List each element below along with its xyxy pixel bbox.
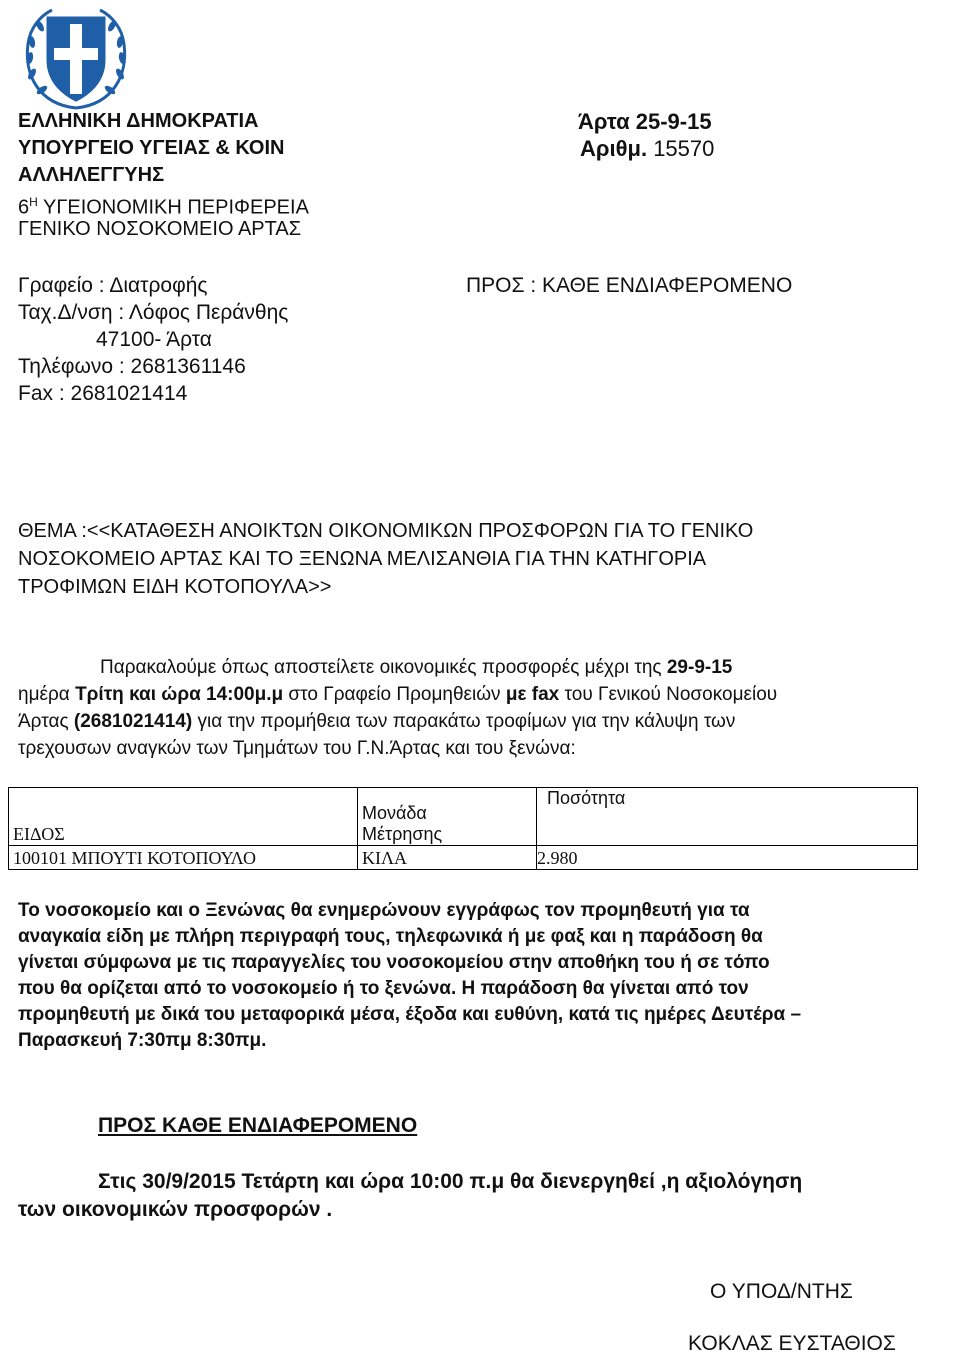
item-unit: ΚΙΛΑ xyxy=(358,846,537,870)
items-table xyxy=(8,787,918,870)
postal-code: 47100- Άρτα xyxy=(96,328,212,351)
ministry-name-cont: ΑΛΛΗΛΕΓΓΥΗΣ xyxy=(18,164,165,186)
recipient: ΠΡΟΣ : ΚΑΘΕ ΕΝΔΙΑΦΕΡΟΜΕΝΟ xyxy=(466,274,793,297)
request-line-3: Άρτας (2681021414) για την προμήθεια των παρακάτω τροφίμων για την κάλυψη των xyxy=(18,711,736,732)
request-line-2: ημέρα Τρίτη και ώρα 14:00μ.μ στο Γραφείο Προμηθειών με fax του Γενικού Νοσοκομείου xyxy=(18,684,778,705)
phone: Τηλέφωνο : 2681361146 xyxy=(18,355,246,378)
postal-address: Ταχ.Δ/νση : Λόφος Περάνθης xyxy=(18,301,289,324)
notice-line-1: Στις 30/9/2015 Τετάρτη και ώρα 10:00 π.μ θα διενεργηθεί ,η αξιολόγηση xyxy=(98,1170,803,1193)
notice-heading: ΠΡΟΣ ΚΑΘΕ ΕΝΔΙΑΦΕΡΟΜΕΝΟ xyxy=(98,1114,418,1137)
office: Γραφείο : Διατροφής xyxy=(18,274,208,297)
column-header-quantity: Ποσότητα xyxy=(537,788,918,846)
item-description: 100101 ΜΠΟΥΤΙ ΚΟΤΟΠΟΥΛΟ xyxy=(9,846,358,870)
table-row xyxy=(9,846,918,870)
signatory-name: ΚΟΚΛΑΣ ΕΥΣΤΑΘΙΟΣ xyxy=(688,1332,896,1355)
request-line-4: τρεχουσων αναγκών των Τμημάτων του Γ.Ν.Άρτας και του ξενώνα: xyxy=(18,738,576,759)
state-name: ΕΛΛΗΝΙΚΗ ΔΗΜΟΚΡΑΤΙΑ xyxy=(18,110,259,132)
subject-line-2: ΝΟΣΟΚΟΜΕΙΟ ΑΡΤΑΣ ΚΑΙ ΤΟ ΞΕΝΩΝΑ ΜΕΛΙΣΑΝΘΙΑ ΓΙΑ ΤΗΝ ΚΑΤΗΓΟΡΙΑ xyxy=(18,548,707,570)
request-line-1: Παρακαλούμε όπως αποστείλετε οικονομικές προσφορές μέχρι της 29-9-15 xyxy=(100,657,733,678)
terms-line-1: Το νοσοκομείο και ο Ξενώνας θα ενημερώνουν εγγράφως τον προμηθευτή για τα xyxy=(18,900,750,921)
notice-line-2: των οικονομικών προσφορών . xyxy=(18,1198,333,1221)
fax: Fax : 2681021414 xyxy=(18,382,188,405)
terms-line-5: προμηθευτή με δικά του μεταφορικά μέσα, έξοδα και ευθύνη, κατά τις ημέρες Δευτέρα – xyxy=(18,1004,802,1025)
terms-line-3: γίνεται σύμφωνα με τις παραγγελίες του νοσοκομείου στην αποθήκη του ή σε τόπο xyxy=(18,952,770,973)
item-quantity: 2.980 xyxy=(537,846,918,870)
column-header-unit: Μονάδα Μέτρησης xyxy=(358,788,537,846)
terms-line-2: αναγκαία είδη με πλήρη περιγραφή τους, τηλεφωνικά ή με φαξ και η παράδοση θα xyxy=(18,926,763,947)
terms-line-4: που θα ορίζεται από το νοσοκομείο ή το ξενώνα. Η παράδοση θα γίνεται από τον xyxy=(18,978,749,999)
subject-line-3: ΤΡΟΦΙΜΩΝ ΕΙΔΗ ΚΟΤΟΠΟΥΛΑ>> xyxy=(18,576,332,598)
subject-line-1: ΘΕΜΑ :<<ΚΑΤΑΘΕΣΗ ΑΝΟΙΚΤΩΝ ΟΙΚΟΝΟΜΙΚΩΝ ΠΡΟΣΦΟΡΩΝ ΓΙΑ ΤΟ ΓΕΝΙΚΟ xyxy=(18,520,754,542)
coat-of-arms-icon xyxy=(18,4,134,112)
ministry-name: ΥΠΟΥΡΓΕΙΟ ΥΓΕΙΑΣ & ΚΟΙΝ xyxy=(18,137,285,159)
signatory-title: Ο ΥΠΟΔ/ΝΤΗΣ xyxy=(710,1280,853,1303)
reference-number: Αριθμ. 15570 xyxy=(580,136,715,161)
health-region: $6^H$ ΥΓΕΙΟΝΟΜΙΚΗ ΠΕΡΙΦΕΡΕΙΑ xyxy=(18,195,309,219)
column-header-item: ΕΙΔΟΣ xyxy=(9,788,358,846)
hospital-name: ΓΕΝΙΚΟ ΝΟΣΟΚΟΜΕΙΟ ΑΡΤΑΣ xyxy=(18,218,302,240)
document-date: Άρτα 25-9-15 xyxy=(578,109,712,134)
terms-line-6: Παρασκευή 7:30πμ 8:30πμ. xyxy=(18,1030,267,1051)
